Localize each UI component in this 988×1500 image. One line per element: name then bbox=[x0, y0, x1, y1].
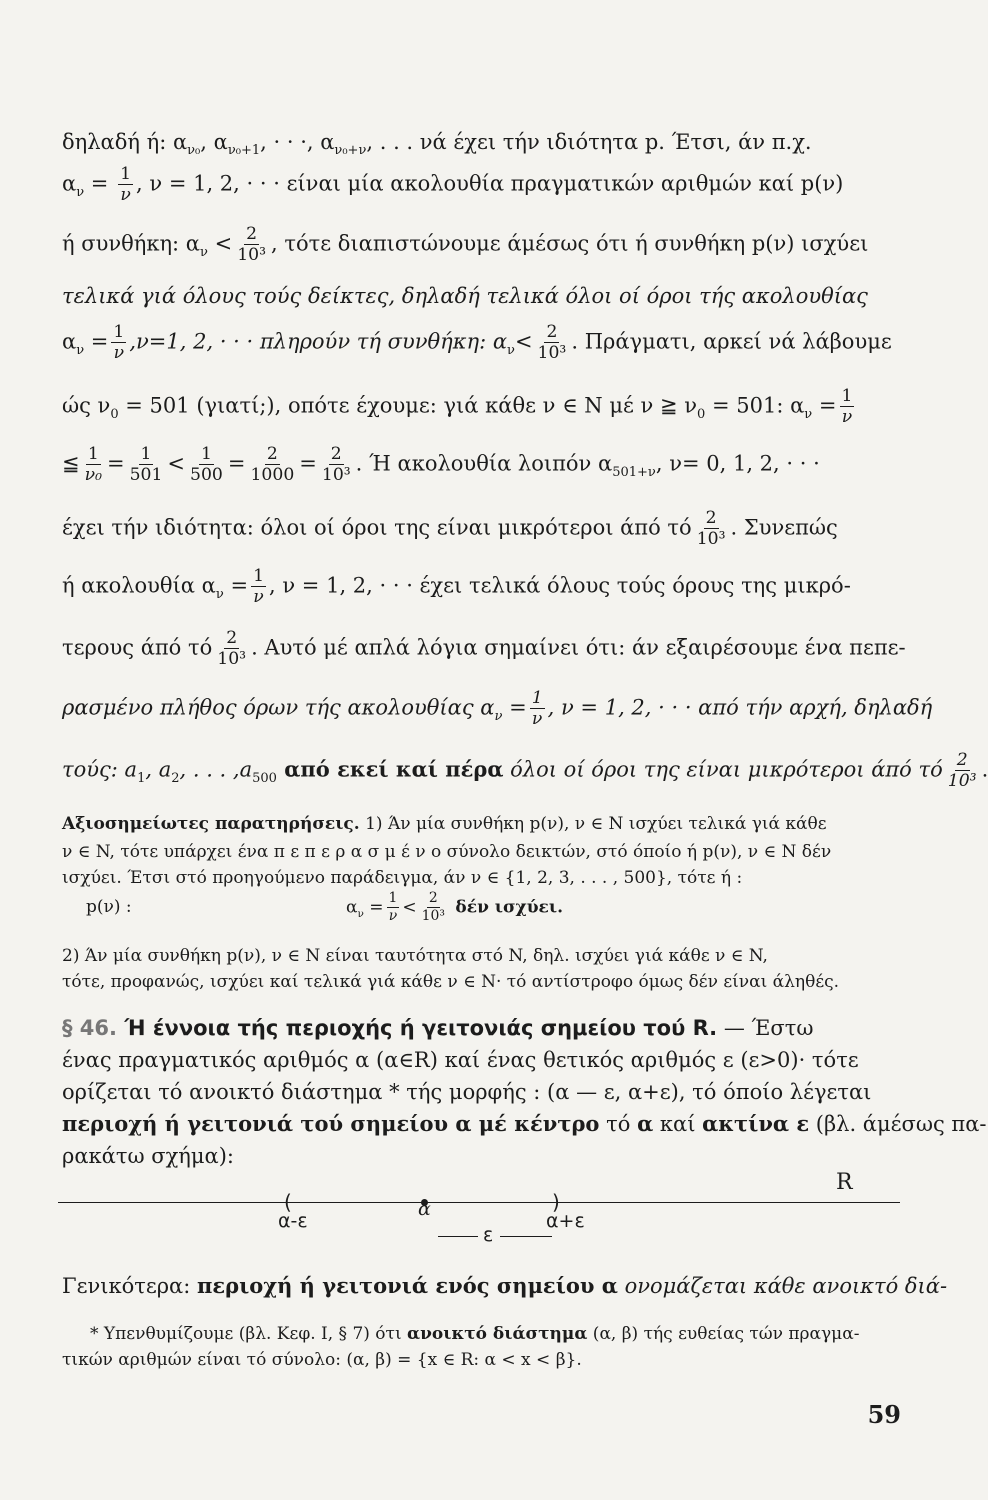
text-line-2: $\alpha_\nu$ = $\frac{1}{\nu}$ , ν = 1, 2, · · · είναι μία ακολουθία πραγματικών αριθμών καί p(ν) bbox=[62, 164, 844, 206]
fraction: $\frac{2}{\text{10³}}$ bbox=[696, 508, 726, 550]
text-line-12: τούς: $a_1$, $a_2$, . . . $,a_{500}$ από εκεί καί πέρα όλοι οί όροι της είναι μικρότεροι άπό τό $\frac{2}{\text{10³}}$ . bbox=[62, 750, 988, 792]
label-a-minus-e: α-ε bbox=[278, 1210, 308, 1232]
fraction: $\frac{1}{\nu}$ bbox=[531, 688, 543, 730]
section-line-5: ρακάτω σχήμα): bbox=[62, 1144, 234, 1168]
remark-line-6: τότε, προφανώς, ισχύει καί τελικά γιά κάθε ν ∈ N· τό αντίστροφο όμως δέν είναι άληθές. bbox=[62, 972, 840, 992]
footnote-line-2: τικών αριθμών είναι τό σύνολο: (α, β) = {x ∈ R: α < x < β}. bbox=[62, 1350, 582, 1370]
fraction: $\frac{1}{\nu}$ bbox=[253, 566, 265, 608]
fraction: $\frac{2}{\text{10³}}$ bbox=[237, 224, 267, 266]
fraction: $\frac{2}{\text{10³}}$ bbox=[421, 890, 445, 924]
text-line-8: έχει τήν ιδιότητα: όλοι οί όροι της είναι μικρότεροι άπό τό $\frac{2}{\text{10³}}$ . Συνεπώς bbox=[62, 508, 838, 550]
remark-line-3: ισχύει. Έτσι στό προηγούμενο παράδειγμα, άν ν ∈ {1, 2, 3, . . . , 500}, τότε ή : bbox=[62, 868, 743, 888]
section-line-3: ορίζεται τό ανοικτό διάστημα * τής μορφής : (α — ε, α+ε), τό όποίο λέγεται bbox=[62, 1080, 872, 1104]
label-a-plus-e: α+ε bbox=[546, 1210, 585, 1232]
fraction: $\frac{1}{\text{ν₀}}$ bbox=[84, 444, 102, 486]
left-paren-mark: ( bbox=[284, 1190, 292, 1214]
fraction: $\frac{1}{\nu}$ bbox=[113, 322, 125, 364]
real-line-label: R bbox=[836, 1170, 853, 1195]
fraction: $\frac{2}{\text{10³}}$ bbox=[537, 322, 567, 364]
text-line-4: τελικά γιά όλους τούς δείκτες, δηλαδή τελικά όλοι οί όροι τής ακολουθίας bbox=[62, 284, 868, 308]
text-line-5: $\alpha_\nu$ = $\frac{1}{\nu}$ ,ν=1, 2, · · · πληρούν τή συνθήκη: $\alpha_\nu<$ $\frac{2}{\text{10³}}$ . Πράγματι, αρκεί νά λάβουμε bbox=[62, 322, 892, 364]
remark-line-2: ν ∈ N, τότε υπάρχει ένα π ε π ε ρ α σ μ έ ν ο σύνολο δεικτών, στό όποίο ή p(ν), ν ∈ N δέν bbox=[62, 842, 832, 862]
section-heading: § 46. Ή έννοια τής περιοχής ή γειτονιάς σημείου τού R. — Έστω bbox=[62, 1016, 814, 1040]
fraction: $\frac{2}{\text{10³}}$ bbox=[217, 628, 247, 670]
section-line-2: ένας πραγματικός αριθμός α (α∈R) καί ένας θετικός αριθμός ε (ε>0)· τότε bbox=[62, 1048, 859, 1072]
fraction: $\frac{1}{501}$ bbox=[129, 444, 163, 486]
remark-line-1: Αξιοσημείωτες παρατηρήσεις. 1) Άν μία συνθήκη p(ν), ν ∈ N ισχύει τελικά γιά κάθε bbox=[62, 814, 827, 834]
real-line bbox=[58, 1202, 900, 1203]
radius-arrow-left bbox=[438, 1236, 478, 1237]
remark-line-4: p(ν) : $\alpha_\nu$ = $\frac{1}{\nu}$ < $\frac{2}{\text{10³}}$ δέν ισχύει. bbox=[86, 890, 564, 924]
fraction: $\frac{1}{\nu}$ bbox=[841, 386, 853, 428]
text-line-7: ≦ $\frac{1}{\text{ν₀}}$ = $\frac{1}{501}$ < $\frac{1}{500}$ = $\frac{2}{1000}$ = $\frac{2}{\text{10³}}$ . Ή ακολουθία λοιπόν $\alpha_{501+\nu}$, ν= 0, 1, 2, · · · bbox=[62, 444, 820, 486]
fraction: $\frac{2}{1000}$ bbox=[250, 444, 295, 486]
section-line-4: περιοχή ή γειτονιά τού σημείου α μέ κέντρο τό α καί ακτίνα ε (βλ. άμέσως πα- bbox=[62, 1111, 987, 1136]
fraction: $\frac{1}{\nu}$ bbox=[120, 164, 132, 206]
fraction: $\frac{2}{\text{10³}}$ bbox=[321, 444, 351, 486]
text-line-6: ώς $\nu_0 = 501$ (γιατί;), οπότε έχουμε: γιά κάθε ν ∈ N μέ ν ≧ $\nu_0 = 501$: $\alpha_\nu$ = $\frac{1}{\nu}$ bbox=[62, 386, 853, 428]
text-line-3: ή συνθήκη: $\alpha_\nu$ < $\frac{2}{\text{10³}}$ , τότε διαπιστώνουμε άμέσως ότι ή συνθήκη p(ν) ισχύει bbox=[62, 224, 869, 266]
general-line: Γενικότερα: περιοχή ή γειτονιά ενός σημείου α ονομάζεται κάθε ανοικτό διά- bbox=[62, 1273, 948, 1298]
text-line-9: ή ακολουθία $\alpha_\nu$ = $\frac{1}{\nu}$ , ν = 1, 2, · · · έχει τελικά όλους τούς όρους της μικρό- bbox=[62, 566, 851, 608]
footnote-line-1: * Υπενθυμίζουμε (βλ. Κεφ. I, § 7) ότι ανοικτό διάστημα (α, β) τής ευθείας τών πραγμα- bbox=[90, 1324, 860, 1344]
text-line-1: δηλαδή ή: $\alpha_{\nu_0}$, $\alpha_{\nu_0+1}$, · · ·, $\alpha_{\nu_0+\nu}$, . . . νά έχει τήν ιδιότητα p. Έτσι, άν π.χ. bbox=[62, 130, 812, 159]
label-epsilon: ε bbox=[483, 1224, 494, 1246]
remark-line-5: 2) Άν μία συνθήκη p(ν), ν ∈ N είναι ταυτότητα στό N, δηλ. ισχύει γιά κάθε ν ∈ N, bbox=[62, 946, 768, 966]
fraction: $\frac{2}{\text{10³}}$ bbox=[947, 750, 977, 792]
page-number: 59 bbox=[867, 1400, 901, 1429]
label-a: α bbox=[418, 1198, 431, 1220]
fraction: $\frac{1}{\nu}$ bbox=[388, 890, 398, 924]
fraction: $\frac{1}{500}$ bbox=[190, 444, 223, 486]
text-line-10: τερους άπό τό $\frac{2}{\text{10³}}$ . Αυτό μέ απλά λόγια σημαίνει ότι: άν εξαιρέσουμε ένα πεπε- bbox=[62, 628, 906, 670]
text-line-11: ρασμένο πλήθος όρων τής ακολουθίας $\alpha_\nu$ = $\frac{1}{\nu}$ , ν = 1, 2, · · · από τήν αρχή, δηλαδή bbox=[62, 688, 933, 730]
right-paren-mark: ) bbox=[552, 1190, 560, 1214]
radius-arrow-right bbox=[500, 1236, 552, 1237]
